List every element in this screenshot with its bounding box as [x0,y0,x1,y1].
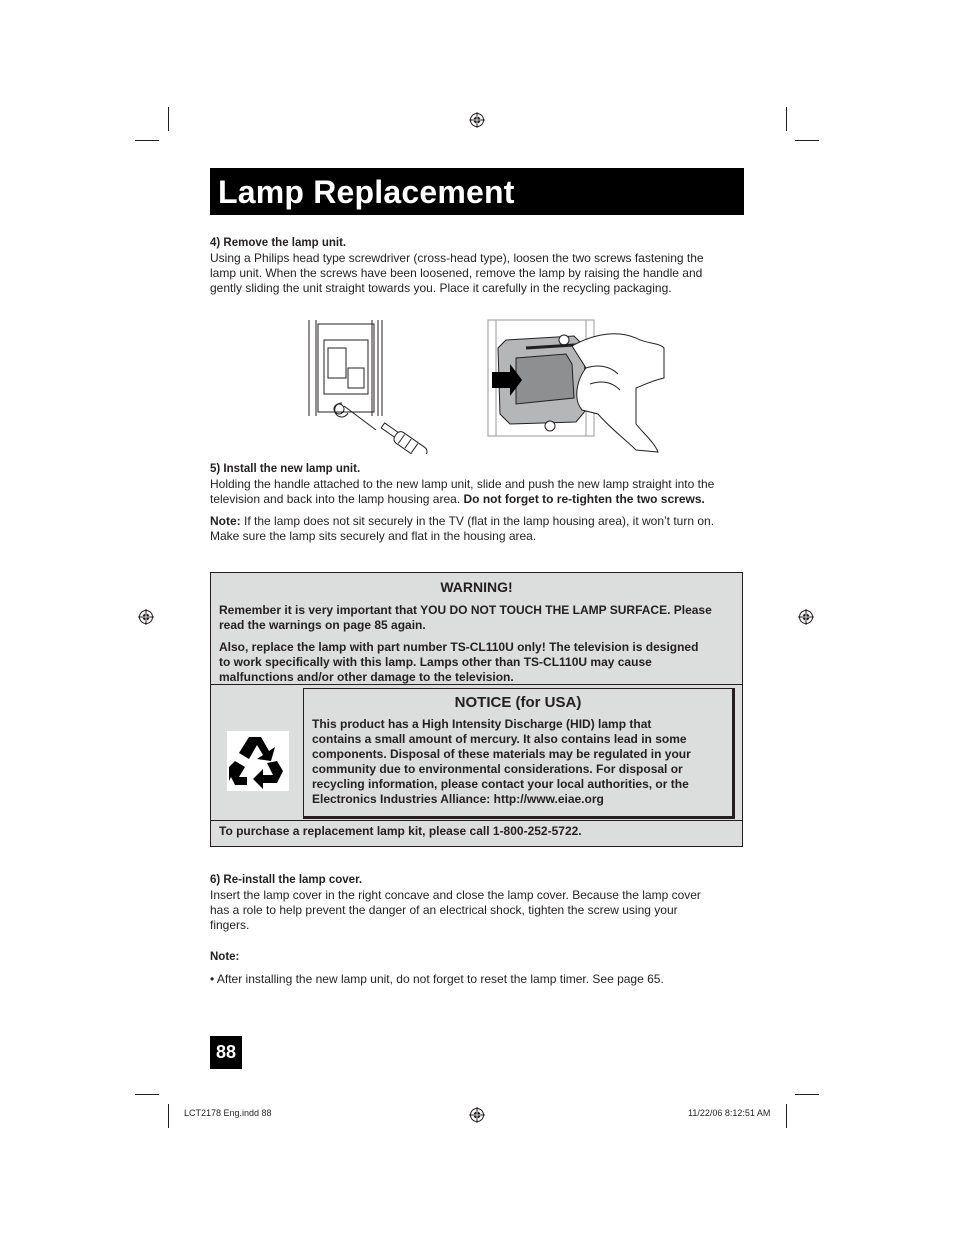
step4-line: Using a Philips head type screwdriver (cross-head type), loosen the two screws fastening the [210,251,704,265]
notice-line: contains a small amount of mercury. It also contains lead in some [312,732,687,746]
warning-line: malfunctions and/or other damage to the television. [219,670,514,684]
screwdriver-illustration [306,318,432,454]
step5-heading: 5) Install the new lamp unit. [210,463,361,475]
step4-line: gently sliding the unit straight towards you. Place it carefully in the recycling packaging. [210,281,672,295]
crop-mark [135,140,159,141]
notice-box [303,688,735,819]
step6-section [210,873,750,987]
lamp-removal-illustration [486,318,666,456]
notice-heading: NOTICE (for USA) [454,694,582,711]
warning-heading: WARNING! [440,579,513,595]
warning-box [210,572,743,847]
crosshair-circle-icon [138,609,154,625]
step5-note-text: If the lamp does not sit securely in the TV (flat in the lamp housing area), it won’t turn on. [240,514,715,528]
step6-note-label: Note: [210,951,240,963]
step5-line-text: television and back into the lamp housing area. [210,492,464,506]
crop-mark [795,1094,819,1095]
step5-line [210,492,750,507]
step5-note [210,514,750,529]
footer-filename: LCT2178 Eng.indd 88 [184,1108,272,1118]
notice-line: This product has a High Intensity Discharge (HID) lamp that [312,717,652,731]
step6-line: Insert the lamp cover in the right concave and close the lamp cover. Because the lamp cover [210,888,701,902]
purchase-info: To purchase a replacement lamp kit, please call 1-800-252-5722. [219,824,582,838]
notice-line: community due to environmental considerations. For disposal or [312,762,683,776]
warning-line: to work specifically with this lamp. Lamps other than TS-CL110U may cause [219,655,652,669]
warning-line: Also, replace the lamp with part number TS-CL110U only! The television is designed [219,640,699,654]
notice-line: components. Disposal of these materials may be regulated in your [312,747,691,761]
step5-note-line: Make sure the lamp sits securely and flat in the housing area. [210,529,537,543]
crop-mark [168,1104,169,1128]
crop-mark [795,140,819,141]
crosshair-circle-icon [798,609,814,625]
warning-line: read the warnings on page 85 again. [219,618,426,632]
step5-emphasis: Do not forget to re-tighten the two screws. [463,492,705,506]
step4-section [210,236,750,296]
warning-paragraph-2 [219,640,734,685]
footer-timestamp: 11/22/06 8:12:51 AM [688,1108,771,1118]
crosshair-circle-icon [469,1107,485,1123]
page-number: 88 [210,1036,242,1069]
step5-section [210,462,750,544]
notice-line: recycling information, please contact your local authorities, or the [312,777,689,791]
crop-mark [786,107,787,131]
recycle-icon [227,731,289,791]
warning-paragraph-1 [219,603,734,633]
crop-mark [168,107,169,131]
notice-line: Electronics Industries Alliance: http://www.eiae.org [312,792,604,806]
crosshair-circle-icon [469,112,485,128]
page-title-bar [210,168,744,215]
page-title: Lamp Replacement [218,174,515,210]
step6-line: fingers. [210,918,250,932]
divider [211,820,742,821]
step6-heading: 6) Re-install the lamp cover. [210,874,363,886]
crop-mark [786,1104,787,1128]
crop-mark [135,1094,159,1095]
step6-line: has a role to help prevent the danger of an electrical shock, tighten the screw using your [210,903,678,917]
step5-note-label: Note: [210,514,241,528]
step5-line: Holding the handle attached to the new lamp unit, slide and push the new lamp straight into the [210,477,715,491]
step6-note-bullet: • After installing the new lamp unit, do not forget to reset the lamp timer. See page 65. [210,972,664,986]
step4-heading: 4) Remove the lamp unit. [210,237,347,249]
divider [211,684,742,685]
warning-line: Remember it is very important that YOU DO NOT TOUCH THE LAMP SURFACE. Please [219,603,712,617]
step4-line: lamp unit. When the screws have been loosened, remove the lamp by raising the handle and [210,266,703,280]
notice-paragraph [312,717,722,807]
